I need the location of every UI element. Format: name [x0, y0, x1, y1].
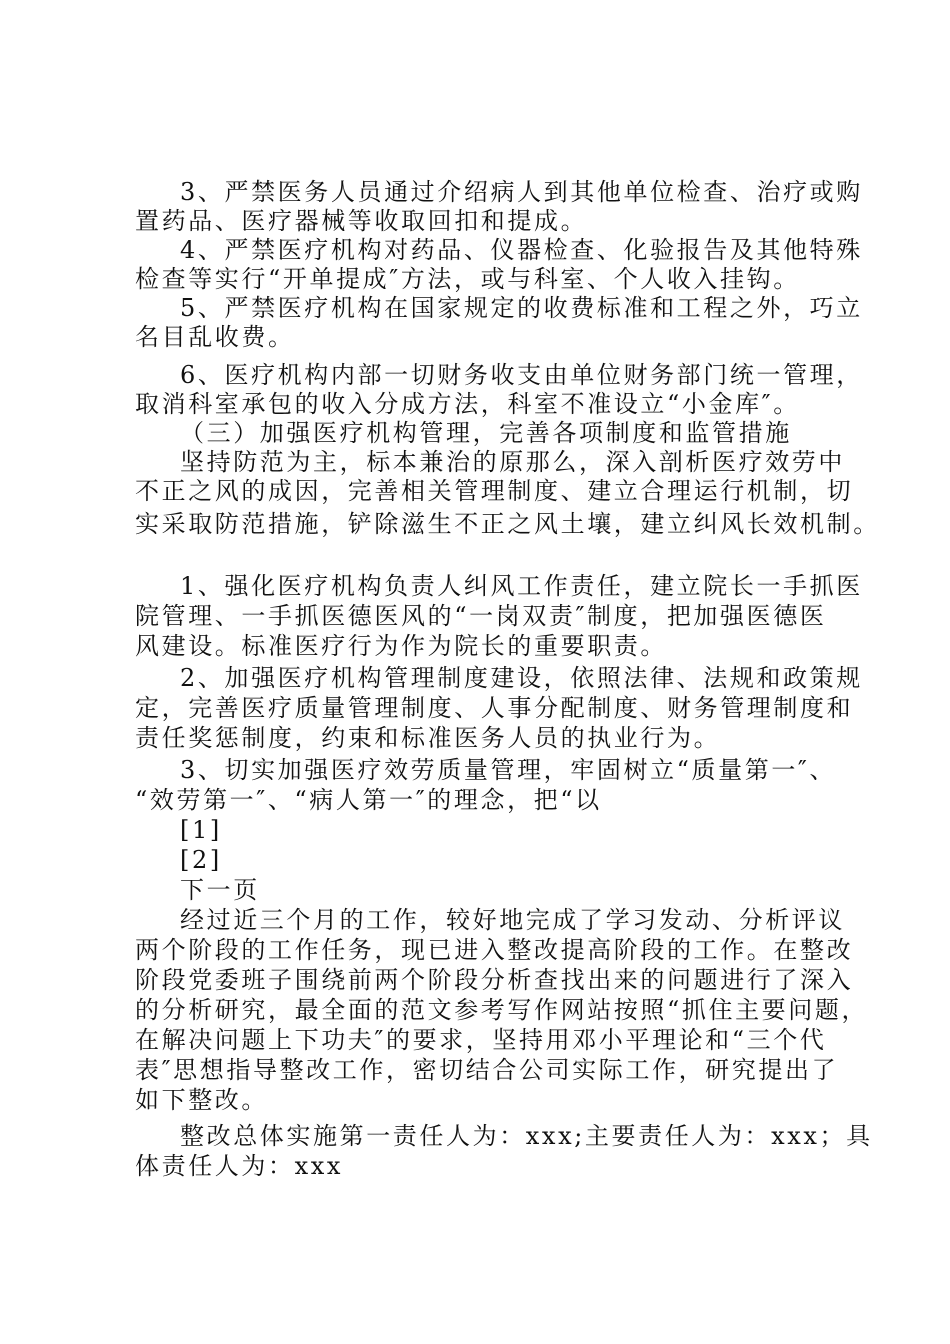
- rectification-paragraph-line-5: 在解决问题上下功夫″的要求，坚持用邓小平理论和“三个代: [135, 1026, 827, 1054]
- intro-paragraph-line-3: 实采取防范措施，铲除滋生不正之风土壤，建立纠风长效机制。: [135, 510, 880, 538]
- item-1-line-2: 院管理、一手抓医德医风的“一岗双责″制度，把加强医德医: [135, 602, 827, 630]
- rectification-paragraph-line-3: 阶段党委班子围绕前两个阶段分析查找出来的问题进行了深入: [135, 966, 854, 994]
- item-2-line-3: 责任奖惩制度，约束和标准医务人员的执业行为。: [135, 724, 721, 752]
- intro-paragraph-line-2: 不正之风的成因，完善相关管理制度、建立合理运行机制，切: [135, 477, 854, 505]
- item-1-line-1: 1、强化医疗机构负责人纠风工作责任，建立院长一手抓医: [180, 572, 863, 600]
- item-2-line-1: 2、加强医疗机构管理制度建设，依照法律、法规和政策规: [180, 664, 863, 692]
- item-3-line-1: 3、切实加强医疗效劳质量管理，牢固树立“质量第一″、: [180, 756, 837, 784]
- page-link-1[interactable]: [1]: [180, 816, 222, 844]
- rectification-paragraph-line-6: 表″思想指导整改工作，密切结合公司实际工作，研究提出了: [135, 1056, 839, 1084]
- paragraph-5-line-2: 名目乱收费。: [135, 323, 295, 351]
- item-2-line-2: 定，完善医疗质量管理制度、人事分配制度、财务管理制度和: [135, 694, 854, 722]
- paragraph-4-line-2: 检查等实行“开单提成″方法，或与科室、个人收入挂钩。: [135, 265, 800, 293]
- item-1-line-3: 风建设。标准医疗行为作为院长的重要职责。: [135, 632, 667, 660]
- page-link-2[interactable]: [2]: [180, 846, 222, 874]
- rectification-paragraph-line-7: 如下整改。: [135, 1086, 268, 1114]
- paragraph-5-line-1: 5、严禁医疗机构在国家规定的收费标准和工程之外，巧立: [180, 294, 863, 322]
- responsibility-line-1: 整改总体实施第一责任人为：xxx;主要责任人为：xxx；具: [180, 1122, 873, 1150]
- paragraph-6-line-2: 取消科室承包的收入分成方法，科室不准设立“小金库″。: [135, 390, 800, 418]
- next-page-link[interactable]: 下一页: [180, 876, 260, 904]
- paragraph-4-line-1: 4、严禁医疗机构对药品、仪器检查、化验报告及其他特殊: [180, 236, 863, 264]
- section-heading: （三）加强医疗机构管理，完善各项制度和监管措施: [180, 419, 792, 447]
- item-3-line-2: “效劳第一″、“病人第一″的理念，把“以: [135, 786, 602, 814]
- paragraph-6-line-1: 6、医疗机构内部一切财务收支由单位财务部门统一管理，: [180, 361, 863, 389]
- rectification-paragraph-line-1: 经过近三个月的工作，较好地完成了学习发动、分析评议: [180, 906, 845, 934]
- paragraph-3-line-1: 3、严禁医务人员通过介绍病人到其他单位检查、治疗或购: [180, 178, 863, 206]
- paragraph-3-line-2: 置药品、医疗器械等收取回扣和提成。: [135, 207, 588, 235]
- intro-paragraph-line-1: 坚持防范为主，标本兼治的原那么，深入剖析医疗效劳中: [180, 448, 845, 476]
- responsibility-line-2: 体责任人为：xxx: [135, 1152, 344, 1180]
- rectification-paragraph-line-2: 两个阶段的工作任务，现已进入整改提高阶段的工作。在整改: [135, 936, 854, 964]
- rectification-paragraph-line-4: 的分析研究，最全面的范文参考写作网站按照“抓住主要问题，: [135, 996, 869, 1024]
